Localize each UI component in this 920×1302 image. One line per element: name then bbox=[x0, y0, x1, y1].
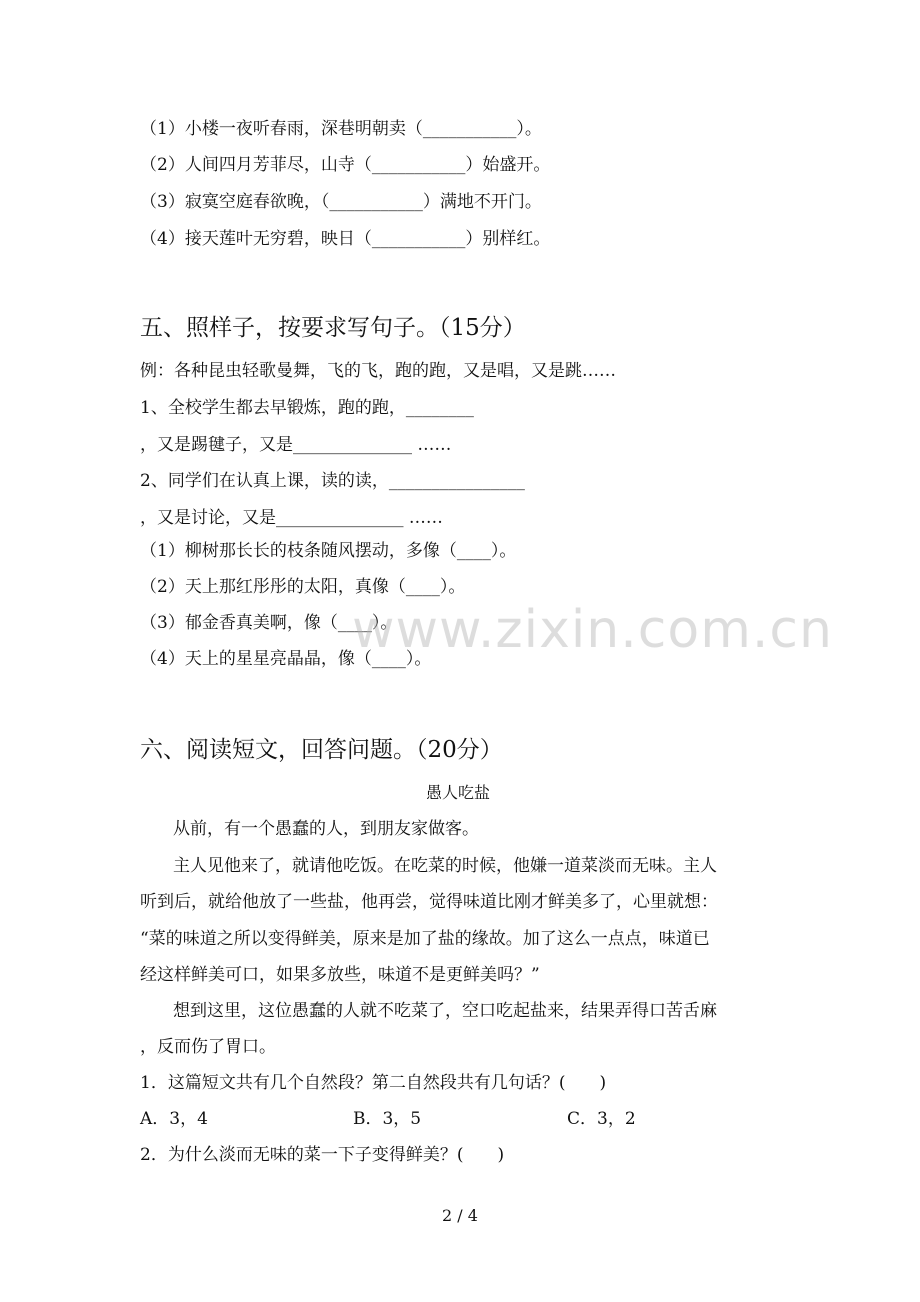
passage-paragraph-3-line-1: 想到这里，这位愚蠢的人就不吃菜了，空口吃起盐来，结果弄得口苦舌麻 bbox=[173, 1001, 717, 1021]
question-1: 1．这篇短文共有几个自然段？第二自然段共有几句话？( ) bbox=[140, 1073, 607, 1093]
simile-item-1: （1）柳树那长长的枝条随风摆动，多像（____）。 bbox=[140, 541, 517, 561]
example-sentence: 例：各种昆虫轻歌曼舞，飞的飞，跑的跑，又是唱，又是跳…… bbox=[140, 361, 616, 381]
page-number: 2 / 4 bbox=[442, 1206, 478, 1225]
option-b: B．3，5 bbox=[353, 1109, 422, 1129]
section-5-heading: 五、照样子，按要求写句子。（15分） bbox=[140, 315, 526, 341]
passage-paragraph-3-line-2: ，反而伤了胃口。 bbox=[140, 1037, 276, 1057]
simile-item-2: （2）天上那红彤彤的太阳，真像（____）。 bbox=[140, 577, 466, 597]
option-a: A．3，4 bbox=[140, 1109, 208, 1129]
exercise-line-3: 2、同学们在认真上课，读的读，________________ bbox=[140, 471, 525, 491]
passage-paragraph-2-line-3: “菜的味道之所以变得鲜美，原来是加了盐的缘故。加了这么一点点，味道已 bbox=[140, 929, 710, 949]
poem-fill-item-1: （1）小楼一夜听春雨，深巷明朝卖（___________）。 bbox=[140, 119, 542, 139]
exercise-line-2: ，又是踢毽子，又是______________ …… bbox=[140, 435, 452, 455]
passage-paragraph-2-line-2: 听到后，就给他放了一些盐，他再尝，觉得味道比刚才鲜美多了，心里就想： bbox=[140, 892, 718, 912]
passage-paragraph-2-line-4: 经这样鲜美可口，如果多放些，味道不是更鲜美吗？” bbox=[140, 965, 540, 985]
passage-paragraph-2-line-1: 主人见他来了，就请他吃饭。在吃菜的时候，他嫌一道菜淡而无味。主人 bbox=[173, 856, 717, 876]
exercise-line-4: ，又是讨论，又是_______________ …… bbox=[140, 508, 443, 528]
option-c: C．3，2 bbox=[567, 1109, 636, 1129]
exercise-line-1: 1、全校学生都去早锻炼，跑的跑，________ bbox=[140, 398, 474, 418]
watermark: www.zixin.com.cn bbox=[352, 600, 833, 660]
poem-fill-item-3: （3）寂寞空庭春欲晚，（___________）满地不开门。 bbox=[140, 192, 542, 212]
poem-fill-item-2: （2）人间四月芳菲尽，山寺（___________）始盛开。 bbox=[140, 155, 551, 175]
section-6-heading: 六、阅读短文，回答问题。（20分） bbox=[140, 737, 503, 763]
passage-paragraph-1: 从前，有一个愚蠢的人，到朋友家做客。 bbox=[173, 819, 479, 839]
question-2: 2．为什么淡而无味的菜一下子变得鲜美？( ) bbox=[140, 1145, 505, 1165]
passage-title: 愚人吃盐 bbox=[426, 783, 491, 802]
simile-item-4: （4）天上的星星亮晶晶，像（____）。 bbox=[140, 649, 432, 669]
poem-fill-item-4: （4）接天莲叶无穷碧，映日（___________）别样红。 bbox=[140, 229, 551, 249]
simile-item-3: （3）郁金香真美啊，像（____）。 bbox=[140, 613, 398, 633]
